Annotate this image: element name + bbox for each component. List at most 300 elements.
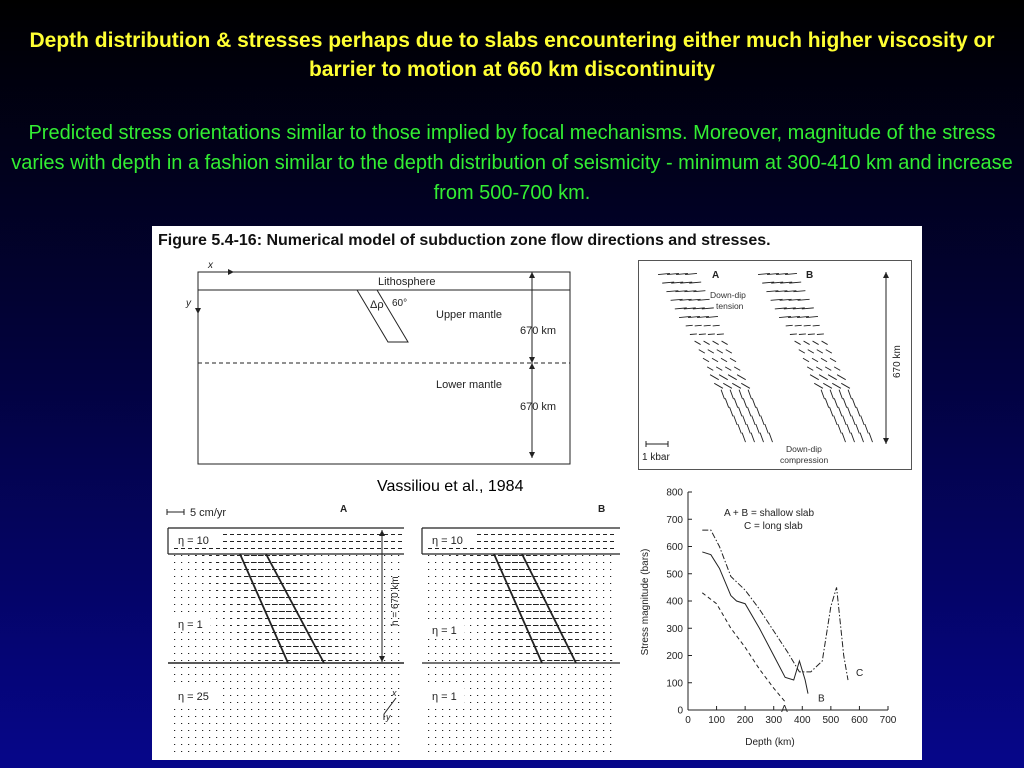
flow-vector [293,625,299,626]
flow-vector [512,583,517,584]
stress-bar [704,341,710,345]
flow-vector [561,667,562,668]
flow-vector [561,555,563,556]
flow-vector [202,744,203,745]
flow-vector [230,625,232,626]
flow-vector [384,723,385,724]
flow-vector [491,583,495,584]
flow-vector [533,555,537,556]
flow-vector [293,569,297,570]
flow-vector [456,737,457,738]
flow-vector [356,611,357,612]
flow-vector [174,639,175,640]
x-tick-label: 500 [822,715,840,726]
x-tick-label: 700 [879,715,897,726]
flow-vector [582,702,583,703]
flow-vector [328,744,329,745]
stress-bar [830,390,833,399]
flow-vector [442,583,443,584]
flow-vector [470,632,471,633]
flow-vector [314,541,318,542]
flow-vector [202,716,203,717]
flow-vector [174,555,175,556]
flow-vector [477,548,481,549]
flow-vector [470,548,474,549]
flow-vector [356,730,357,731]
flow-vector [505,604,509,605]
flow-vector [498,639,500,640]
flow-vector [307,723,308,724]
figure-caption: Figure 5.4-16: Numerical model of subduction zone flow directions and stresses. [158,232,771,249]
flow-vector [223,541,227,542]
flow-vector [596,534,600,535]
flow-vector [328,737,329,738]
flow-vector [349,646,351,647]
stress-bar [838,407,841,416]
flow-vector [328,534,332,535]
stress-bar [839,390,842,399]
flow-vector [349,555,350,556]
flow-vector [195,723,196,724]
flow-vector [251,576,256,577]
flow-vector [363,639,364,640]
flow-vector [533,667,534,668]
flow-vector [363,709,364,710]
flow-vector [484,695,485,696]
flow-vector [258,709,259,710]
flow-vector [568,604,571,605]
flow-vector [596,569,597,570]
flow-vector [470,723,471,724]
flow-vector [470,751,471,752]
flow-vector [279,674,280,675]
flow-vector [610,702,611,703]
flow-vector [307,702,308,703]
flow-vector [540,653,545,654]
flow-vector [349,576,350,577]
flow-vector [582,562,583,563]
flow-vector [477,737,478,738]
flow-vector [582,751,583,752]
flow-vector [258,723,259,724]
flow-vector [279,541,283,542]
flow-vector [582,569,583,570]
flow-vector [258,674,259,675]
flow-vector [589,590,590,591]
stress-bar [734,416,737,425]
flow-vector [314,576,316,577]
flow-vector [181,632,182,633]
flow-vector [251,555,257,556]
flow-vector [230,702,231,703]
flow-vector [188,555,189,556]
flow-vector [188,674,189,675]
flow-vector [519,632,523,633]
flow-vector [363,625,364,626]
stress-bar [825,367,831,371]
stress-bar [829,407,832,416]
flow-vector [610,695,611,696]
flow-vector [342,646,345,647]
flow-vector [293,597,298,598]
flow-vector [491,702,492,703]
flow-vector [596,604,597,605]
stress-bar [686,325,693,326]
flow-vector [589,737,590,738]
flow-vector [484,548,488,549]
flow-vector [251,534,255,535]
flow-vector [498,716,499,717]
flow-vector [307,751,308,752]
stress-bar [814,383,823,388]
flow-vector [300,702,301,703]
flow-vector [554,541,558,542]
flow-vector [575,562,576,563]
flow-vector [216,583,218,584]
stress-bar [826,350,832,354]
stress-bar [848,390,851,399]
flow-vector [244,681,245,682]
flow-vector [463,646,464,647]
figure-panel [152,226,922,760]
flow-vector [279,618,285,619]
flow-vector [526,625,531,626]
flow-vector [370,730,371,731]
flow-vector [181,716,182,717]
flow-vector [216,660,217,661]
flow-vector [463,569,465,570]
stress-bar [816,367,822,371]
flow-vector [498,730,499,731]
stress-bar [713,325,720,326]
stress-bar [869,433,872,442]
flow-vector [603,737,604,738]
flow-vector [526,534,530,535]
flow-vector [223,702,224,703]
flow-vector [491,660,492,661]
flow-vector [258,695,259,696]
flow-vector [293,548,297,549]
flow-vector [321,639,325,640]
flow-vector [195,674,196,675]
flow-vector [589,555,590,556]
eta-upper-a: η = 1 [178,619,203,631]
flow-vector [568,737,569,738]
flow-vector [435,562,436,563]
flow-vector [491,667,492,668]
flow-vector [547,632,553,633]
flow-vector [293,737,294,738]
flow-vector [519,709,520,710]
flow-vector [307,562,309,563]
flow-vector [540,632,546,633]
flow-vector [589,534,593,535]
flow-vector [512,646,515,647]
flow-vector [526,597,532,598]
flow-vector [561,618,565,619]
flow-vector [540,639,545,640]
flow-vector [547,590,551,591]
flow-vector [328,667,329,668]
flow-vector [202,562,204,563]
flow-vector [505,653,507,654]
stress-bar [852,398,855,407]
flow-vector [512,737,513,738]
flow-vector [568,625,572,626]
flow-vector [498,723,499,724]
flow-vector [526,702,527,703]
flow-vector [575,653,580,654]
stress-bar [841,383,850,388]
flow-vector [356,548,360,549]
flow-vector [188,681,189,682]
flow-vector [519,583,525,584]
flow-vector [195,751,196,752]
flow-vector [356,723,357,724]
flow-vector [223,667,224,668]
flow-vector [363,751,364,752]
stress-bar [804,325,811,326]
flow-vector [279,730,280,731]
stress-bar [721,390,724,399]
flow-vector [216,562,219,563]
stress-bar [756,407,759,416]
flow-vector [540,576,544,577]
flow-vector [603,709,604,710]
flow-vector [456,639,457,640]
flow-vector [491,590,495,591]
flow-vector [321,597,324,598]
flow-vector [568,562,570,563]
flow-vector [519,702,520,703]
flow-vector [498,751,499,752]
flow-vector [321,688,322,689]
flow-vector [349,674,350,675]
flow-vector [540,625,546,626]
flow-vector [554,674,555,675]
flow-vector [610,744,611,745]
stress-bar [813,325,820,326]
flow-vector [391,737,392,738]
stress-bar [741,383,750,388]
flow-vector [512,667,513,668]
flow-vector [251,674,252,675]
flow-vector [470,730,471,731]
flow-vector [258,653,261,654]
flow-vector [575,548,579,549]
flow-vector [610,716,611,717]
flow-vector [484,681,485,682]
flow-vector [202,667,203,668]
flow-vector [442,611,443,612]
flow-vector [188,632,189,633]
flow-vector [265,702,266,703]
flow-vector [349,681,350,682]
flow-vector [258,744,259,745]
flow-vector [342,709,343,710]
flow-vector [540,667,541,668]
flow-vector [505,646,508,647]
stress-bar [707,367,713,371]
flow-vector [181,653,182,654]
flow-vector [589,576,590,577]
flow-vector [307,716,308,717]
flow-vector [575,590,577,591]
flow-vector [435,653,436,654]
stress-bar [721,358,727,362]
flow-vector [251,625,254,626]
flow-vector [498,709,499,710]
flow-vector [328,695,329,696]
stress-bar [734,367,740,371]
flow-vector [216,604,218,605]
flow-vector [603,744,604,745]
flow-vector [349,744,350,745]
flow-vector [470,618,471,619]
flow-vector [596,709,597,710]
flow-vector [377,737,378,738]
flow-vector [363,569,364,570]
flow-vector [554,604,558,605]
flow-vector [328,618,331,619]
flow-vector [582,667,583,668]
flow-vector [188,569,189,570]
flow-vector [449,723,450,724]
flow-vector [363,653,365,654]
flow-vector [391,730,392,731]
flow-vector [272,548,276,549]
flow-vector [328,632,331,633]
flow-vector [349,611,350,612]
flow-vector [561,569,564,570]
flow-vector [251,618,255,619]
flow-vector [293,562,296,563]
flow-vector [428,737,429,738]
flow-vector [603,590,604,591]
flow-vector [463,597,464,598]
flow-vector [363,730,364,731]
stress-bar [837,375,846,380]
flow-vector [342,702,343,703]
flow-vector [174,660,175,661]
flow-vector [582,737,583,738]
flow-vector [349,751,350,752]
flow-vector [342,716,343,717]
stress-bar [834,367,840,371]
flow-vector [610,674,611,675]
flow-vector [435,639,436,640]
flow-vector [342,555,343,556]
flow-vector [223,730,224,731]
flow-vector [596,639,599,640]
flow-vector [363,583,364,584]
flow-vector [449,709,450,710]
flow-vector [484,667,485,668]
flow-vector [300,597,304,598]
flow-vector [244,730,245,731]
flow-vector [610,562,611,563]
x-tick-label: 0 [685,715,691,726]
flow-vector [251,541,255,542]
flow-vector [498,583,502,584]
flow-vector [223,660,224,661]
flow-vector [237,625,239,626]
flow-vector [398,744,399,745]
flow-vector [477,604,479,605]
flow-vector [181,730,182,731]
stress-bar [726,350,732,354]
flow-vector [540,695,541,696]
flow-vector [349,541,353,542]
flow-vector [293,702,294,703]
flow-vector [377,730,378,731]
flow-vector [272,674,273,675]
flow-vector [335,695,336,696]
flow-vector [540,751,541,752]
flow-vector [286,632,292,633]
flow-vector [561,681,562,682]
flow-vector [314,702,315,703]
flow-vector [335,555,336,556]
flow-vector [209,709,210,710]
flow-vector [533,688,534,689]
flow-vector [349,569,350,570]
flow-vector [209,597,210,598]
flow-vector [603,751,604,752]
flow-vector [456,723,457,724]
flow-vector [251,660,253,661]
flow-vector [328,751,329,752]
flow-vector [286,730,287,731]
flow-vector [477,541,481,542]
flow-vector [258,681,259,682]
flow-vector [307,737,308,738]
flow-vector [554,702,555,703]
flow-vector [582,716,583,717]
flow-vector [188,597,189,598]
flow-vector [251,562,257,563]
flow-vector [491,653,492,654]
flow-vector [603,569,604,570]
flow-vector [230,597,233,598]
flow-vector [491,625,493,626]
flow-vector [540,618,546,619]
flow-vector [209,548,213,549]
stress-bar [732,383,741,388]
flow-vector [223,723,224,724]
flow-vector [279,569,284,570]
flow-vector [470,688,471,689]
flow-vector [589,688,590,689]
flow-vector [596,597,597,598]
flow-vector [603,723,604,724]
flow-vector [272,590,278,591]
eta-lower-b: η = 1 [432,691,457,703]
flow-vector [335,702,336,703]
flow-vector [610,590,611,591]
flow-vector [188,667,189,668]
flow-vector [195,709,196,710]
flow-vector [512,562,518,563]
flow-vector [449,716,450,717]
flow-vector [258,541,262,542]
flow-vector [230,639,231,640]
flow-vector [435,681,436,682]
flow-vector [223,576,226,577]
flow-vector [477,702,478,703]
flow-vector [470,744,471,745]
flow-vector [575,604,578,605]
